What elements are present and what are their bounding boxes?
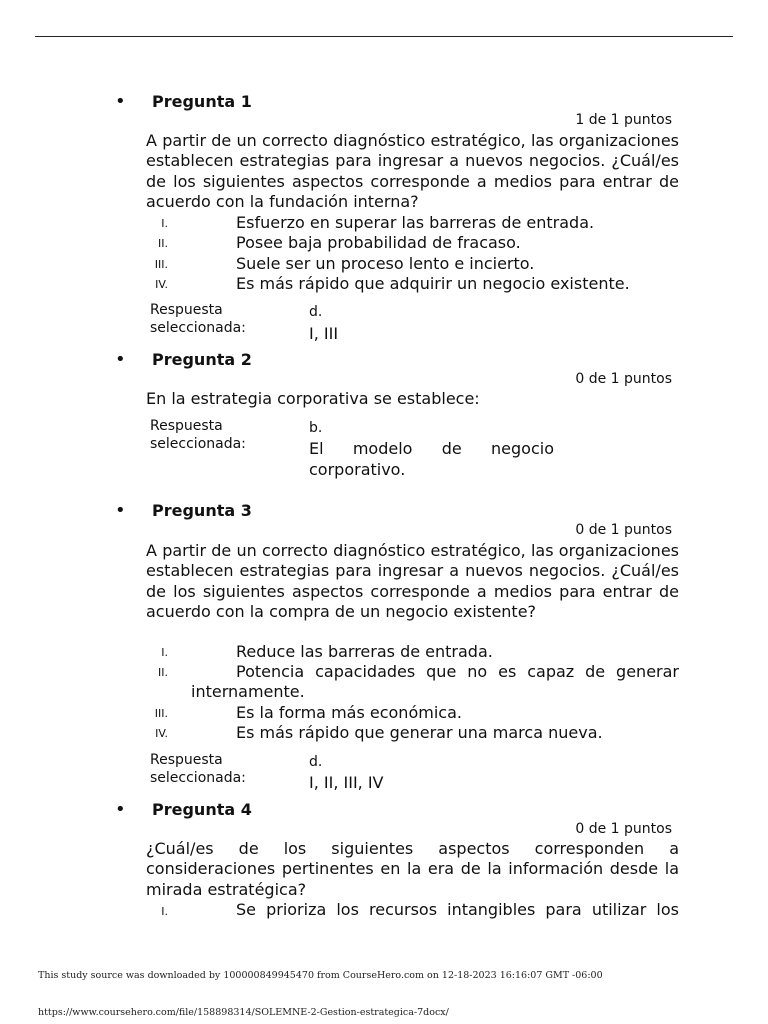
question-2-text: En la estrategia corporativa se establece: [146,389,480,408]
item-number: I. [161,905,168,918]
question-4-points: 0 de 1 puntos [575,821,672,837]
item-number: III. [154,258,168,271]
question-3-text: A partir de un correcto diagnóstico estratégico, las organizaciones establecen estrategias para ingresar a nuevos negocios. ¿Cuál/es de los siguientes aspectos corresponde a medios para entrar de acuerdo con la compra de un negocio existente? [146,541,679,621]
question-3-points: 0 de 1 puntos [575,522,672,538]
question-1-title: Pregunta 1 [152,92,252,111]
question-2-points: 0 de 1 puntos [575,371,672,387]
item-text: Es la forma más económica. [236,703,462,722]
answer-label: Respuesta seleccionada: [150,302,246,336]
item-number: IV. [155,278,168,291]
answer-value: El modelo de negocio corporativo. [309,439,554,479]
item-text: Reduce las barreras de entrada. [236,642,493,661]
question-3-title: Pregunta 3 [152,501,252,520]
answer-letter: d. [309,304,323,320]
item-number: I. [161,646,168,659]
answer-value: I, II, III, IV [309,773,384,792]
item-text: Se prioriza los recursos intangibles para utilizar los [236,900,679,919]
bullet-icon: • [115,91,126,112]
item-number: II. [158,237,168,250]
question-4-title: Pregunta 4 [152,800,252,819]
item-number: III. [154,707,168,720]
item-text: Posee baja probabilidad de fracaso. [236,233,521,252]
item-number: II. [158,666,168,679]
bullet-icon: • [115,799,126,820]
source-url: https://www.coursehero.com/file/158898314/SOLEMNE-2-Gestion-estrategica-7docx/ [38,1007,449,1018]
top-divider [35,36,733,37]
bullet-icon: • [115,500,126,521]
item-text: Potencia capacidades que no es capaz de generar internamente. [191,662,679,702]
question-1-points: 1 de 1 puntos [575,112,672,128]
answer-letter: d. [309,754,323,770]
answer-value: I, III [309,324,339,343]
item-text: Es más rápido que adquirir un negocio existente. [236,274,630,293]
item-text: Suele ser un proceso lento e incierto. [236,254,535,273]
question-4-text: ¿Cuál/es de los siguientes aspectos corresponden a consideraciones pertinentes en la era de la información desde la mirada estratégica? [146,839,679,899]
question-1-text: A partir de un correcto diagnóstico estratégico, las organizaciones establecen estrategias para ingresar a nuevos negocios. ¿Cuál/es de los siguientes aspectos corresponde a medios para entrar de acuerdo con la fundación interna? [146,131,679,211]
bullet-icon: • [115,349,126,370]
question-2-title: Pregunta 2 [152,350,252,369]
item-number: IV. [155,727,168,740]
item-text: Esfuerzo en superar las barreras de entrada. [236,213,595,232]
answer-letter: b. [309,420,323,436]
item-text: Es más rápido que generar una marca nueva. [236,723,603,742]
answer-label: Respuesta seleccionada: [150,752,246,786]
download-notice: This study source was downloaded by 100000849945470 from CourseHero.com on 12-18-2023 16:16:07 GMT -06:00 [38,970,603,981]
answer-label: Respuesta seleccionada: [150,418,246,452]
item-number: I. [161,217,168,230]
